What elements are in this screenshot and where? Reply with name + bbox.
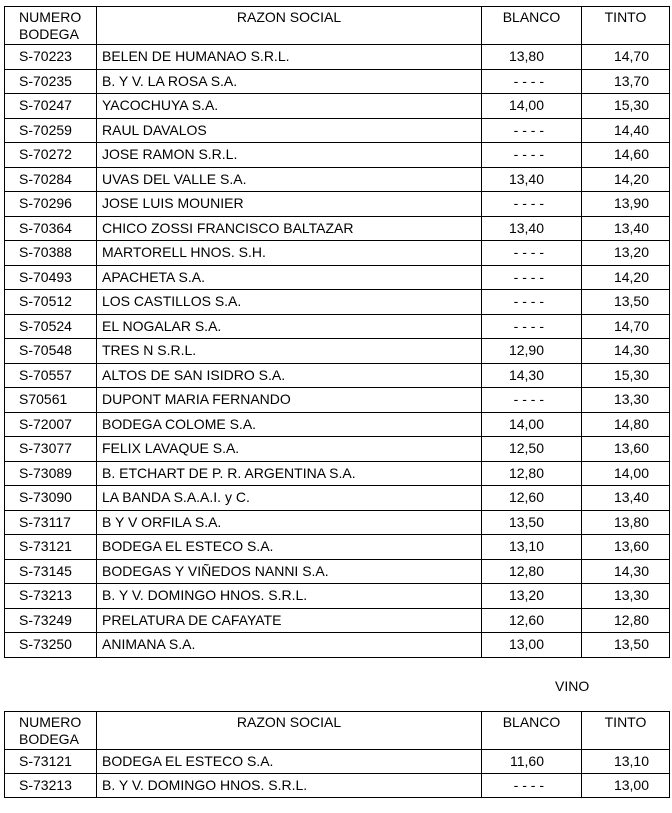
table-row — [5, 167, 670, 192]
cell-razon-social: JOSE LUIS MOUNIER — [97, 192, 482, 217]
cell-numero-bodega: S-73121 — [5, 535, 97, 560]
cell-numero-bodega: S-73213 — [5, 584, 97, 609]
table-row — [5, 535, 670, 560]
table-row — [5, 510, 670, 535]
cell-blanco: 13,10 — [482, 535, 582, 560]
cell-blanco: 11,60 — [482, 750, 582, 774]
cell-razon-social: LA BANDA S.A.A.I. y C. — [97, 486, 482, 511]
cell-tinto: 14,20 — [582, 167, 670, 192]
cell-razon-social: BELEN DE HUMANAO S.R.L. — [97, 45, 482, 70]
table-row — [5, 608, 670, 633]
cell-blanco: - - - - — [482, 314, 582, 339]
bodega-table-vino — [4, 711, 670, 798]
bodega-table-main — [4, 6, 670, 658]
cell-blanco: 14,00 — [482, 412, 582, 437]
cell-numero-bodega: S-73250 — [5, 633, 97, 658]
cell-razon-social: B Y V ORFILA S.A. — [97, 510, 482, 535]
cell-tinto: 13,40 — [582, 216, 670, 241]
cell-blanco: 13,20 — [482, 584, 582, 609]
cell-razon-social: BODEGAS Y VIÑEDOS NANNI S.A. — [97, 559, 482, 584]
cell-numero-bodega: S-73145 — [5, 559, 97, 584]
table-row — [5, 241, 670, 266]
cell-blanco: - - - - — [482, 118, 582, 143]
header-razon-social: RAZON SOCIAL — [97, 712, 482, 750]
cell-razon-social: APACHETA S.A. — [97, 265, 482, 290]
table-row — [5, 461, 670, 486]
cell-tinto: 14,60 — [582, 143, 670, 168]
cell-blanco: - - - - — [482, 388, 582, 413]
cell-blanco: 13,40 — [482, 167, 582, 192]
cell-razon-social: BODEGA EL ESTECO S.A. — [97, 750, 482, 774]
cell-blanco: 12,50 — [482, 437, 582, 462]
table-row — [5, 486, 670, 511]
cell-numero-bodega: S-73213 — [5, 774, 97, 798]
table-row — [5, 192, 670, 217]
cell-numero-bodega: S-70557 — [5, 363, 97, 388]
cell-numero-bodega: S-70247 — [5, 94, 97, 119]
header-row — [5, 712, 670, 750]
header-tinto: TINTO — [582, 712, 670, 750]
cell-tinto: 13,20 — [582, 241, 670, 266]
cell-razon-social: RAUL DAVALOS — [97, 118, 482, 143]
cell-blanco: 12,60 — [482, 608, 582, 633]
cell-tinto: 13,50 — [582, 290, 670, 315]
cell-blanco: 13,00 — [482, 633, 582, 658]
cell-blanco: 13,40 — [482, 216, 582, 241]
cell-blanco: 14,30 — [482, 363, 582, 388]
table-row — [5, 388, 670, 413]
table-row — [5, 750, 670, 774]
cell-tinto: 14,80 — [582, 412, 670, 437]
cell-razon-social: JOSE RAMON S.R.L. — [97, 143, 482, 168]
cell-tinto: 13,30 — [582, 388, 670, 413]
table-row — [5, 69, 670, 94]
header-razon-social: RAZON SOCIAL — [97, 7, 482, 45]
header-numero-bodega — [5, 7, 97, 45]
table-row — [5, 412, 670, 437]
header-bodega: BODEGA — [19, 731, 79, 747]
cell-tinto: 14,00 — [582, 461, 670, 486]
table-row — [5, 216, 670, 241]
cell-tinto: 14,30 — [582, 559, 670, 584]
cell-tinto: 13,40 — [582, 486, 670, 511]
header-numero-bodega — [5, 712, 97, 750]
cell-tinto: 14,40 — [582, 118, 670, 143]
cell-numero-bodega: S-72007 — [5, 412, 97, 437]
cell-tinto: 13,70 — [582, 69, 670, 94]
header-blanco: BLANCO — [482, 712, 582, 750]
cell-blanco: 12,90 — [482, 339, 582, 364]
table-row — [5, 559, 670, 584]
cell-tinto: 13,30 — [582, 584, 670, 609]
cell-tinto: 14,20 — [582, 265, 670, 290]
cell-numero-bodega: S-70259 — [5, 118, 97, 143]
cell-razon-social: CHICO ZOSSI FRANCISCO BALTAZAR — [97, 216, 482, 241]
cell-numero-bodega: S-73249 — [5, 608, 97, 633]
table-row — [5, 633, 670, 658]
cell-blanco: - - - - — [482, 192, 582, 217]
cell-numero-bodega: S-70272 — [5, 143, 97, 168]
header-tinto: TINTO — [582, 7, 670, 45]
cell-razon-social: ALTOS DE SAN ISIDRO S.A. — [97, 363, 482, 388]
cell-tinto: 13,10 — [582, 750, 670, 774]
cell-razon-social: B. ETCHART DE P. R. ARGENTINA S.A. — [97, 461, 482, 486]
cell-tinto: 12,80 — [582, 608, 670, 633]
cell-tinto: 13,00 — [582, 774, 670, 798]
cell-numero-bodega: S-70235 — [5, 69, 97, 94]
cell-tinto: 14,70 — [582, 314, 670, 339]
header-row — [5, 7, 670, 45]
table-row — [5, 584, 670, 609]
cell-blanco: 12,80 — [482, 559, 582, 584]
cell-razon-social: MARTORELL HNOS. S.H. — [97, 241, 482, 266]
cell-razon-social: B. Y V. DOMINGO HNOS. S.R.L. — [97, 774, 482, 798]
cell-razon-social: UVAS DEL VALLE S.A. — [97, 167, 482, 192]
cell-numero-bodega: S-70388 — [5, 241, 97, 266]
cell-numero-bodega: S-73089 — [5, 461, 97, 486]
table-row — [5, 290, 670, 315]
header-numero: NUMERO — [19, 9, 82, 25]
cell-tinto: 13,90 — [582, 192, 670, 217]
cell-numero-bodega: S-70548 — [5, 339, 97, 364]
cell-numero-bodega: S70561 — [5, 388, 97, 413]
table-row — [5, 143, 670, 168]
cell-razon-social: LOS CASTILLOS S.A. — [97, 290, 482, 315]
cell-blanco: 13,50 — [482, 510, 582, 535]
cell-blanco: 14,00 — [482, 94, 582, 119]
cell-razon-social: TRES N S.R.L. — [97, 339, 482, 364]
header-numero: NUMERO — [19, 714, 82, 730]
cell-tinto: 13,60 — [582, 437, 670, 462]
cell-numero-bodega: S-70296 — [5, 192, 97, 217]
cell-blanco: 13,80 — [482, 45, 582, 70]
header-bodega: BODEGA — [19, 26, 79, 42]
cell-razon-social: FELIX LAVAQUE S.A. — [97, 437, 482, 462]
cell-blanco: - - - - — [482, 241, 582, 266]
table-row — [5, 94, 670, 119]
cell-numero-bodega: S-70512 — [5, 290, 97, 315]
cell-tinto: 14,70 — [582, 45, 670, 70]
cell-numero-bodega: S-70493 — [5, 265, 97, 290]
cell-tinto: 14,30 — [582, 339, 670, 364]
cell-tinto: 13,80 — [582, 510, 670, 535]
cell-tinto: 15,30 — [582, 94, 670, 119]
cell-numero-bodega: S-73121 — [5, 750, 97, 774]
table-row — [5, 265, 670, 290]
cell-blanco: - - - - — [482, 265, 582, 290]
table-row — [5, 437, 670, 462]
table-row — [5, 339, 670, 364]
section-label-vino: VINO — [555, 678, 590, 694]
cell-numero-bodega: S-73090 — [5, 486, 97, 511]
cell-razon-social: B. Y V. LA ROSA S.A. — [97, 69, 482, 94]
cell-blanco: - - - - — [482, 143, 582, 168]
cell-blanco: 12,60 — [482, 486, 582, 511]
cell-tinto: 15,30 — [582, 363, 670, 388]
cell-razon-social: EL NOGALAR S.A. — [97, 314, 482, 339]
cell-razon-social: B. Y V. DOMINGO HNOS. S.R.L. — [97, 584, 482, 609]
cell-tinto: 13,60 — [582, 535, 670, 560]
cell-numero-bodega: S-70524 — [5, 314, 97, 339]
cell-numero-bodega: S-73077 — [5, 437, 97, 462]
cell-numero-bodega: S-70284 — [5, 167, 97, 192]
cell-razon-social: BODEGA EL ESTECO S.A. — [97, 535, 482, 560]
cell-blanco: - - - - — [482, 69, 582, 94]
cell-razon-social: ANIMANA S.A. — [97, 633, 482, 658]
cell-razon-social: YACOCHUYA S.A. — [97, 94, 482, 119]
cell-blanco: 12,80 — [482, 461, 582, 486]
cell-tinto: 13,50 — [582, 633, 670, 658]
header-blanco: BLANCO — [482, 7, 582, 45]
cell-numero-bodega: S-73117 — [5, 510, 97, 535]
cell-blanco: - - - - — [482, 774, 582, 798]
table-row — [5, 774, 670, 798]
cell-razon-social: DUPONT MARIA FERNANDO — [97, 388, 482, 413]
cell-blanco: - - - - — [482, 290, 582, 315]
table-row — [5, 314, 670, 339]
cell-razon-social: BODEGA COLOME S.A. — [97, 412, 482, 437]
cell-numero-bodega: S-70364 — [5, 216, 97, 241]
table-row — [5, 363, 670, 388]
table-row — [5, 118, 670, 143]
table-row — [5, 45, 670, 70]
cell-razon-social: PRELATURA DE CAFAYATE — [97, 608, 482, 633]
cell-numero-bodega: S-70223 — [5, 45, 97, 70]
